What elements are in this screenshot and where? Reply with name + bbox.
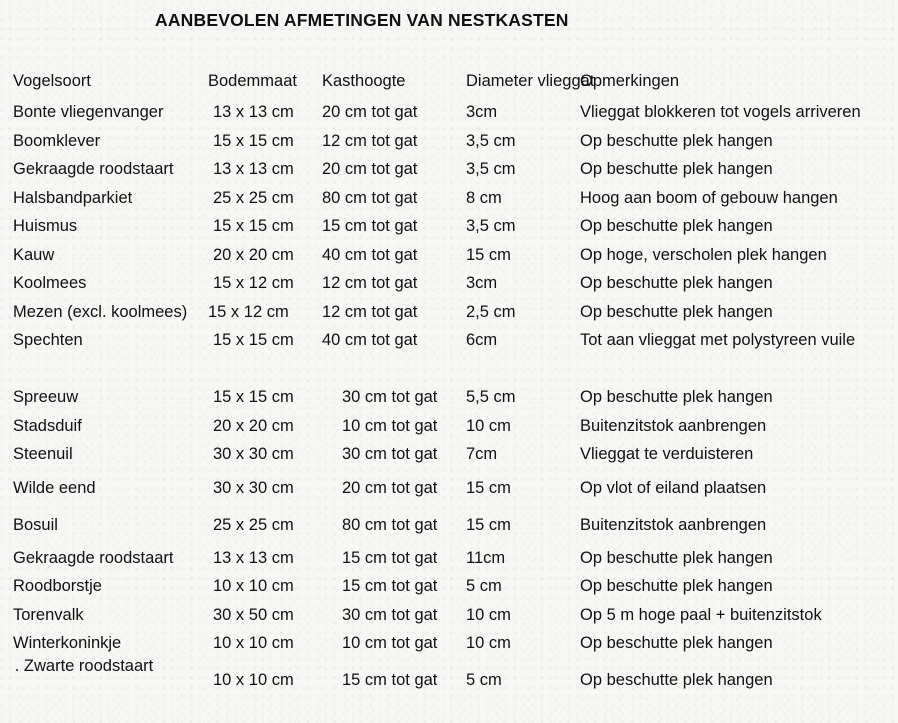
cell-kasthoogte: 15 cm tot gat xyxy=(342,671,438,689)
cell-kasthoogte: 40 cm tot gat xyxy=(322,246,418,264)
cell-vogelsoort: Torenvalk xyxy=(13,606,84,624)
cell-bodemmaat: 25 x 25 cm xyxy=(213,516,294,534)
table-row xyxy=(0,214,898,238)
cell-opmerkingen: Op beschutte plek hangen xyxy=(580,132,773,150)
table-row xyxy=(0,328,898,352)
cell-vogelsoort: Stadsduif xyxy=(13,417,82,435)
cell-diameter: 3,5 cm xyxy=(466,132,516,150)
cell-opmerkingen: Tot aan vlieggat met polystyreen vuile xyxy=(580,331,856,349)
cell-opmerkingen: Vlieggat blokkeren tot vogels arriveren xyxy=(580,103,861,121)
cell-diameter: 3,5 cm xyxy=(466,160,516,178)
cell-opmerkingen: Op beschutte plek hangen xyxy=(580,671,773,689)
cell-diameter: 8 cm xyxy=(466,189,502,207)
cell-kasthoogte: 20 cm tot gat xyxy=(322,160,418,178)
cell-opmerkingen: Hoog aan boom of gebouw hangen xyxy=(580,189,838,207)
cell-bodemmaat: 15 x 15 cm xyxy=(213,132,294,150)
cell-kasthoogte: 10 cm tot gat xyxy=(342,634,438,652)
table-row xyxy=(0,300,898,324)
cell-bodemmaat: 20 x 20 cm xyxy=(213,246,294,264)
header-kasthoogte: Kasthoogte xyxy=(322,72,406,90)
cell-diameter: 11cm xyxy=(466,549,506,567)
cell-bodemmaat: 13 x 13 cm xyxy=(213,103,294,121)
cell-bodemmaat: 15 x 15 cm xyxy=(213,217,294,235)
table-row xyxy=(0,385,898,409)
cell-bodemmaat: 10 x 10 cm xyxy=(213,634,294,652)
cell-bodemmaat: 15 x 12 cm xyxy=(208,303,289,321)
table-row xyxy=(0,100,898,124)
cell-kasthoogte: 80 cm tot gat xyxy=(322,189,418,207)
cell-diameter: 10 cm xyxy=(466,417,511,435)
cell-kasthoogte: 30 cm tot gat xyxy=(342,606,438,624)
cell-diameter: 15 cm xyxy=(466,516,511,534)
cell-kasthoogte: 40 cm tot gat xyxy=(322,331,418,349)
cell-diameter: 3cm xyxy=(466,274,498,292)
cell-vogelsoort: Bosuil xyxy=(13,516,58,534)
table-row xyxy=(0,271,898,295)
cell-vogelsoort: Roodborstje xyxy=(13,577,102,595)
cell-vogelsoort: Gekraagde roodstaart xyxy=(13,549,174,567)
cell-kasthoogte: 15 cm tot gat xyxy=(322,217,418,235)
table-row xyxy=(0,603,898,627)
cell-diameter: 15 cm xyxy=(466,479,511,497)
cell-opmerkingen: Op beschutte plek hangen xyxy=(580,274,773,292)
page-title: AANBEVOLEN AFMETINGEN VAN NESTKASTEN xyxy=(155,10,569,30)
cell-diameter: 10 cm xyxy=(466,606,511,624)
cell-bodemmaat: 15 x 12 cm xyxy=(213,274,294,292)
cell-vogelsoort: Kauw xyxy=(13,246,55,264)
cell-diameter: 5,5 cm xyxy=(466,388,516,406)
cell-opmerkingen: Op beschutte plek hangen xyxy=(580,577,773,595)
table-row xyxy=(0,442,898,466)
cell-kasthoogte: 20 cm tot gat xyxy=(342,479,438,497)
header-bodemmaat: Bodemmaat xyxy=(208,72,297,90)
cell-vogelsoort: Boomklever xyxy=(13,132,101,150)
table-row xyxy=(0,574,898,598)
cell-diameter: 10 cm xyxy=(466,634,511,652)
cell-kasthoogte: 12 cm tot gat xyxy=(322,132,418,150)
cell-kasthoogte: 12 cm tot gat xyxy=(322,303,418,321)
cell-diameter: 3cm xyxy=(466,103,498,121)
cell-opmerkingen: Op beschutte plek hangen xyxy=(580,217,773,235)
cell-bodemmaat: 20 x 20 cm xyxy=(213,417,294,435)
cell-opmerkingen: Op vlot of eiland plaatsen xyxy=(580,479,767,497)
cell-opmerkingen: Op beschutte plek hangen xyxy=(580,549,773,567)
cell-diameter: 5 cm xyxy=(466,671,502,689)
cell-kasthoogte: 15 cm tot gat xyxy=(342,549,438,567)
cell-vogelsoort: Koolmees xyxy=(13,274,87,292)
cell-bodemmaat: 15 x 15 cm xyxy=(213,331,294,349)
table-row xyxy=(0,186,898,210)
cell-vogelsoort: . Zwarte roodstaart xyxy=(14,657,154,675)
cell-bodemmaat: 13 x 13 cm xyxy=(213,160,294,178)
cell-opmerkingen: Buitenzitstok aanbrengen xyxy=(580,516,767,534)
header-vogelsoort: Vogelsoort xyxy=(13,72,91,90)
cell-bodemmaat: 30 x 30 cm xyxy=(213,445,294,463)
cell-vogelsoort: Winterkoninkje xyxy=(13,634,122,652)
cell-opmerkingen: Vlieggat te verduisteren xyxy=(580,445,754,463)
cell-bodemmaat: 30 x 50 cm xyxy=(213,606,294,624)
cell-kasthoogte: 30 cm tot gat xyxy=(342,388,438,406)
table-row xyxy=(0,631,898,655)
cell-diameter: 15 cm xyxy=(466,246,511,264)
table-row xyxy=(0,513,898,537)
table-row xyxy=(0,414,898,438)
cell-vogelsoort: Spechten xyxy=(13,331,83,349)
header-diameter-vlieggat: Diameter vlieggat xyxy=(466,72,595,90)
cell-bodemmaat: 30 x 30 cm xyxy=(213,479,294,497)
cell-bodemmaat: 10 x 10 cm xyxy=(213,577,294,595)
cell-diameter: 7cm xyxy=(466,445,498,463)
table-header xyxy=(0,69,898,93)
cell-opmerkingen: Op beschutte plek hangen xyxy=(580,303,773,321)
cell-opmerkingen: Op beschutte plek hangen xyxy=(580,388,773,406)
cell-opmerkingen: Op beschutte plek hangen xyxy=(580,160,773,178)
cell-vogelsoort: Halsbandparkiet xyxy=(13,189,133,207)
cell-bodemmaat: 25 x 25 cm xyxy=(213,189,294,207)
cell-diameter: 5 cm xyxy=(466,577,502,595)
cell-vogelsoort: Gekraagde roodstaart xyxy=(13,160,174,178)
table-row xyxy=(0,129,898,153)
cell-opmerkingen: Op hoge, verscholen plek hangen xyxy=(580,246,827,264)
cell-vogelsoort: Spreeuw xyxy=(13,388,79,406)
cell-kasthoogte: 80 cm tot gat xyxy=(342,516,438,534)
table-row xyxy=(0,157,898,181)
table-row xyxy=(0,657,898,692)
cell-kasthoogte: 15 cm tot gat xyxy=(342,577,438,595)
table-row xyxy=(0,476,898,500)
cell-kasthoogte: 10 cm tot gat xyxy=(342,417,438,435)
cell-opmerkingen: Buitenzitstok aanbrengen xyxy=(580,417,767,435)
cell-kasthoogte: 20 cm tot gat xyxy=(322,103,418,121)
cell-bodemmaat: 15 x 15 cm xyxy=(213,388,294,406)
cell-bodemmaat: 10 x 10 cm xyxy=(213,671,294,689)
cell-diameter: 3,5 cm xyxy=(466,217,516,235)
cell-vogelsoort: Steenuil xyxy=(13,445,73,463)
cell-vogelsoort: Bonte vliegenvanger xyxy=(13,103,164,121)
table-row xyxy=(0,243,898,267)
cell-bodemmaat: 13 x 13 cm xyxy=(213,549,294,567)
cell-kasthoogte: 30 cm tot gat xyxy=(342,445,438,463)
cell-opmerkingen: Op beschutte plek hangen xyxy=(580,634,773,652)
cell-vogelsoort: Mezen (excl. koolmees) xyxy=(13,303,188,321)
cell-opmerkingen: Op 5 m hoge paal + buitenzitstok xyxy=(580,606,822,624)
cell-vogelsoort: Wilde eend xyxy=(13,479,96,497)
cell-vogelsoort: Huismus xyxy=(13,217,78,235)
cell-kasthoogte: 12 cm tot gat xyxy=(322,274,418,292)
cell-diameter: 2,5 cm xyxy=(466,303,516,321)
table-row xyxy=(0,546,898,570)
cell-diameter: 6cm xyxy=(466,331,498,349)
header-opmerkingen: Opmerkingen xyxy=(580,72,680,90)
